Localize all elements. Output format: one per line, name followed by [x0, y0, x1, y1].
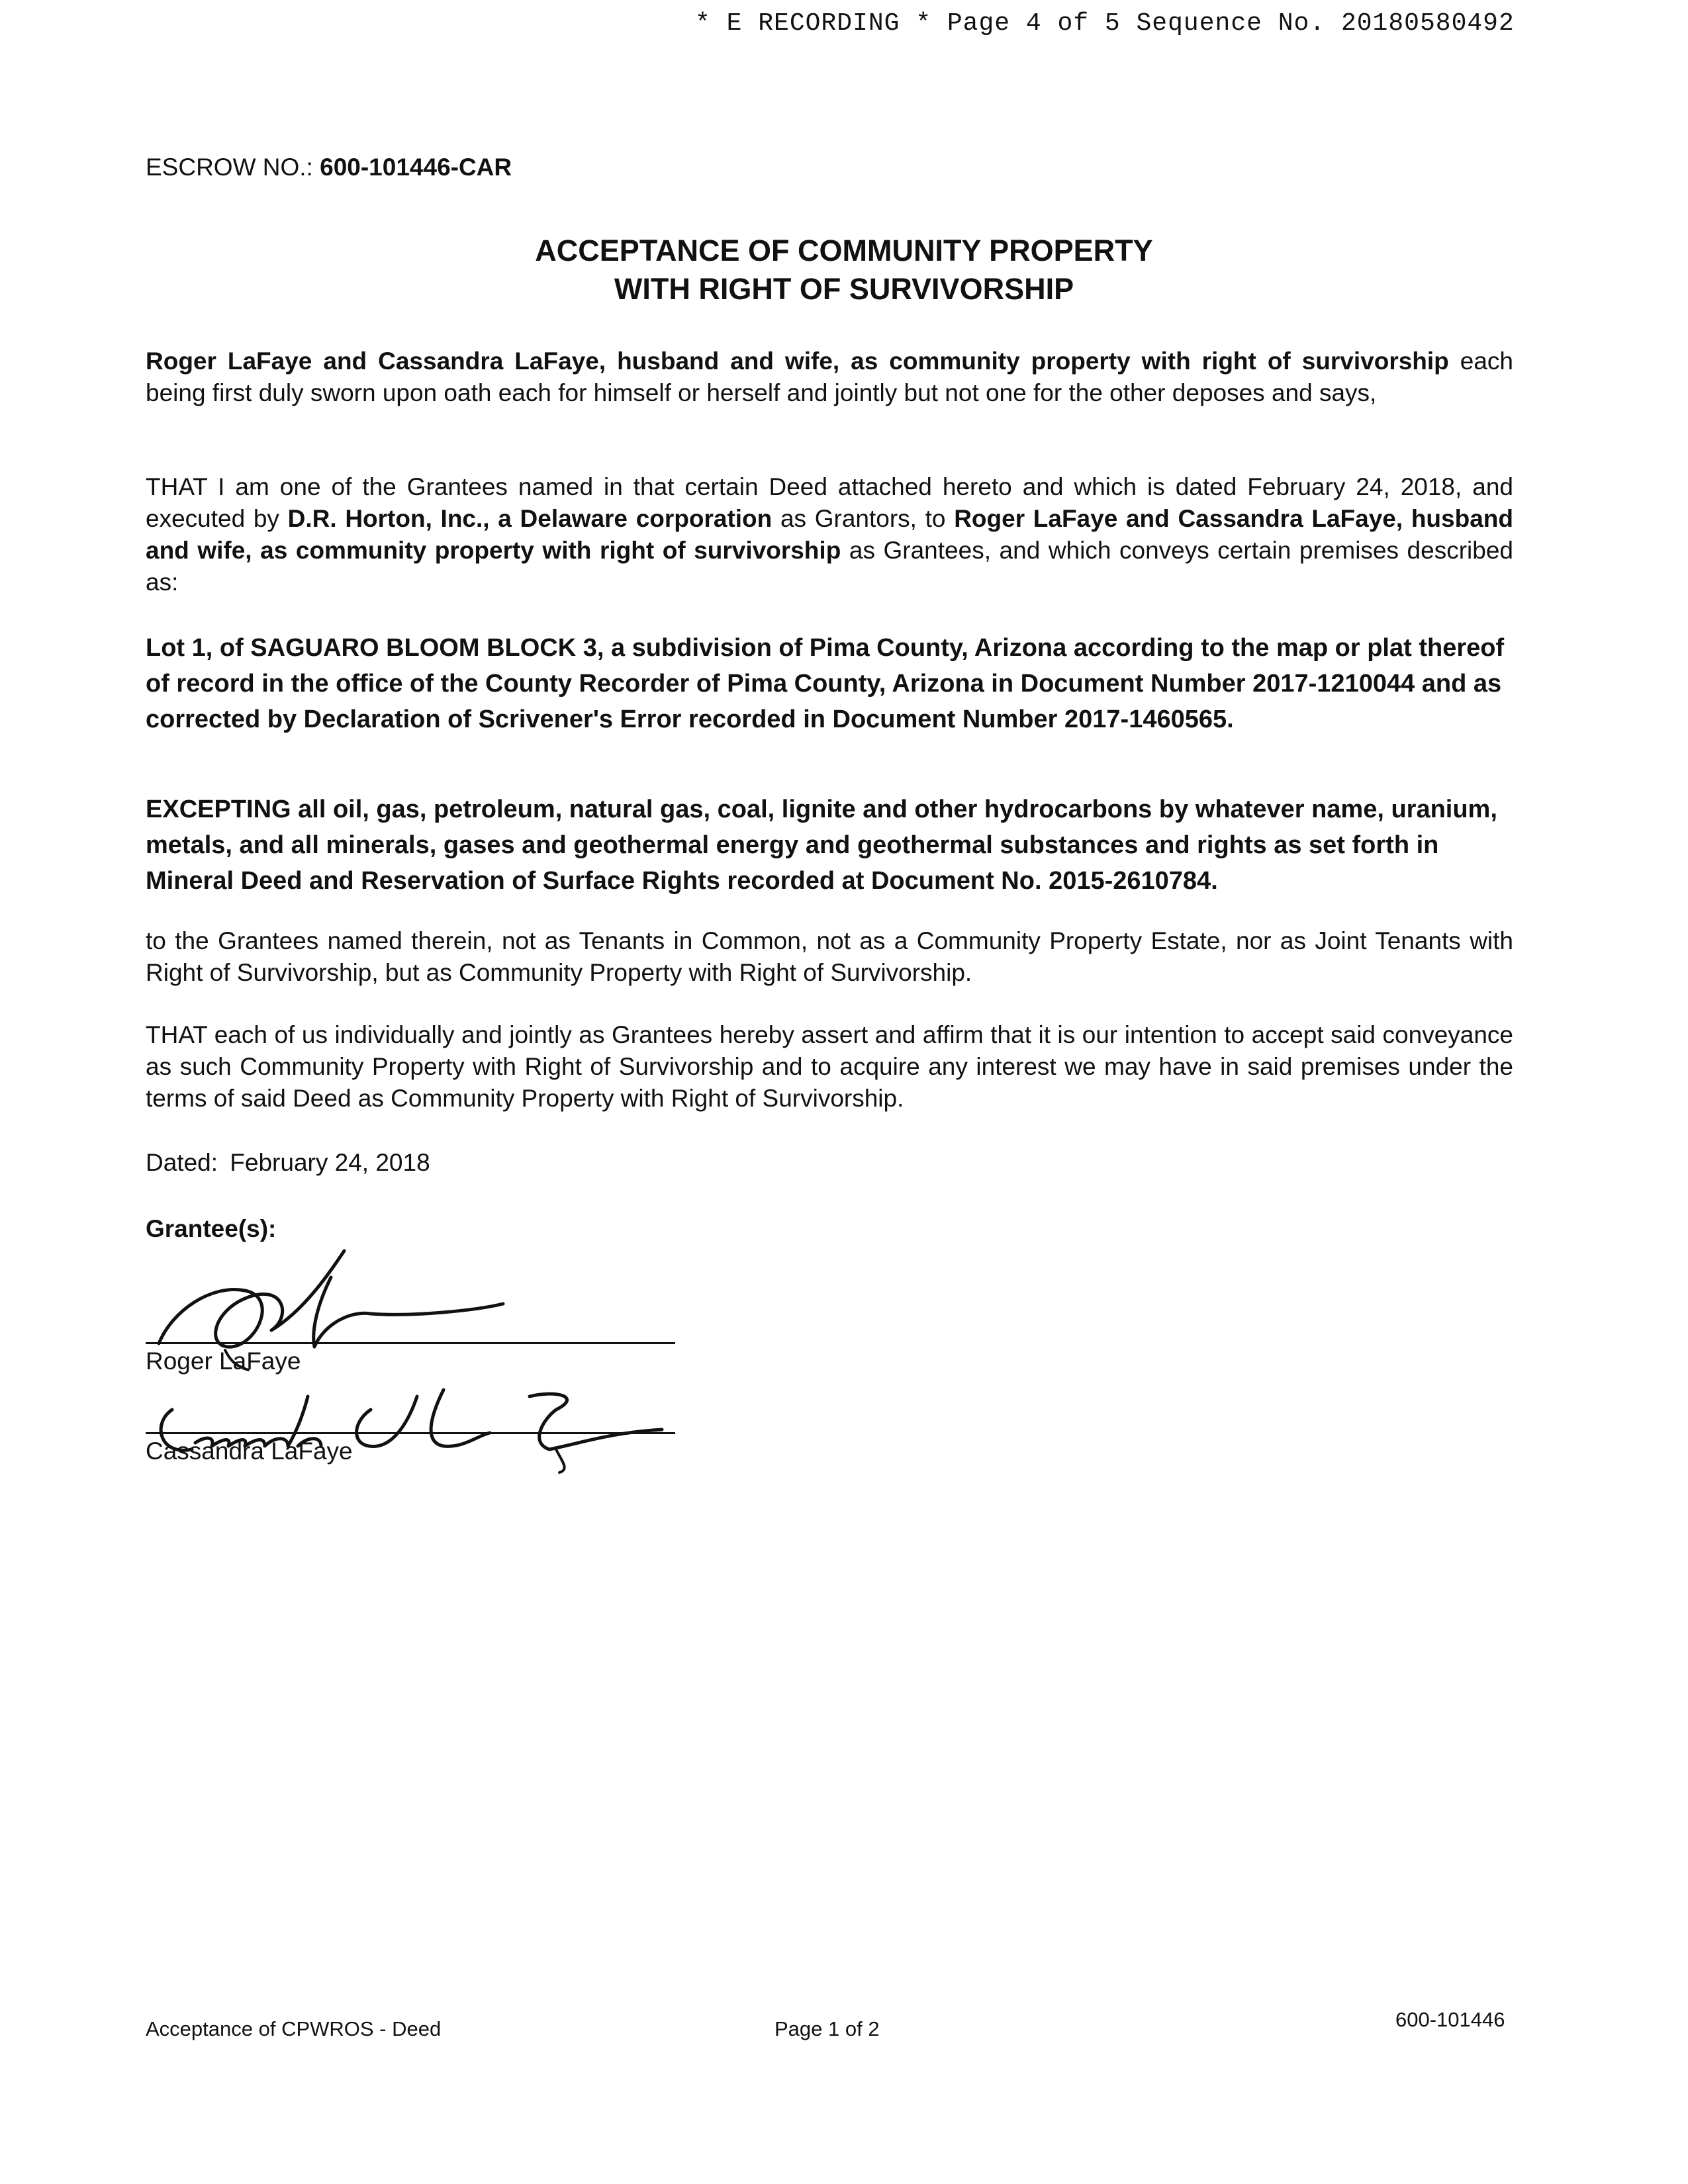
legal-description: Lot 1, of SAGUARO BLOOM BLOCK 3, a subdivision of Pima County, Arizona according to the map or plat thereof of record in the office of the County Recorder of Pima County, Arizona in Document Number 2017-1210044 and as corrected by Declaration of Scrivener's Error recorded in Document Number 2017-1460565.	[146, 634, 1505, 733]
deed-grantor: D.R. Horton, Inc., a Delaware corporation	[287, 505, 773, 532]
title-line-1: ACCEPTANCE OF COMMUNITY PROPERTY	[535, 234, 1153, 267]
escrow-number: 600-101446-CAR	[320, 154, 512, 181]
intro-parties: Roger LaFaye and Cassandra LaFaye, husband and wife, as community property with right of survivorship	[146, 347, 1449, 375]
deed-text-3: as Grantees, and which conveys certain premises described as:	[146, 537, 1513, 596]
dated-line	[146, 1149, 430, 1177]
deed-text-1: THAT I am one of the Grantees named in that certain Deed attached hereto and which is dated February 24, 2018, and executed by	[146, 473, 1513, 532]
tenancy-paragraph: to the Grantees named therein, not as Tenants in Common, not as a Community Property Estate, nor as Joint Tenants with Right of Survivorship, but as Community Property with Right of Survivorship.	[146, 927, 1513, 986]
deed-grantees: Roger LaFaye and Cassandra LaFaye, husband and wife, as community property with right of survivorship	[146, 505, 1513, 564]
title-line-2: WITH RIGHT OF SURVIVORSHIP	[614, 272, 1074, 306]
mineral-exception: EXCEPTING all oil, gas, petroleum, natural gas, coal, lignite and other hydrocarbons by whatever name, uranium, metals, and all minerals, gases and geothermal energy and geothermal substances and rights as set forth in Mineral Deed and Reservation of Surface Rights recorded at Document No. 2015-2610784.	[146, 796, 1497, 895]
escrow-label: ESCROW NO.:	[146, 154, 313, 181]
footer-escrow-ref: 600-101446	[1395, 2008, 1505, 2031]
intro-paragraph	[146, 345, 1513, 409]
escrow-number-line	[146, 154, 512, 181]
dated-value: February 24, 2018	[230, 1149, 430, 1176]
footer-document-name: Acceptance of CPWROS - Deed	[146, 2017, 442, 2040]
affirmation-paragraph: THAT each of us individually and jointly as Grantees hereby assert and affirm that it is our intention to accept said conveyance as such Community Property with Right of Survivorship and to acquire any interest we may have in said premises under the terms of said Deed as Community Property with Right of Survivorship.	[146, 1021, 1513, 1112]
grantees-heading: Grantee(s):	[146, 1215, 277, 1242]
roger-name: Roger LaFaye	[146, 1347, 301, 1375]
footer-page-number: Page 1 of 2	[774, 2017, 880, 2040]
deed-text-2: as Grantors, to	[772, 505, 955, 532]
cassandra-signature-line	[146, 1432, 675, 1434]
intro-text: each being first duly sworn upon oath each for himself or herself and jointly but not one for the other deposes and says,	[146, 347, 1514, 406]
recording-stamp: * E RECORDING * Page 4 of 5 Sequence No. 20180580492	[695, 9, 1515, 38]
dated-label: Dated:	[146, 1149, 218, 1176]
cassandra-name: Cassandra LaFaye	[146, 1437, 353, 1465]
deed-paragraph	[146, 471, 1513, 598]
document-title	[0, 232, 1688, 308]
roger-signature-line	[146, 1342, 675, 1344]
